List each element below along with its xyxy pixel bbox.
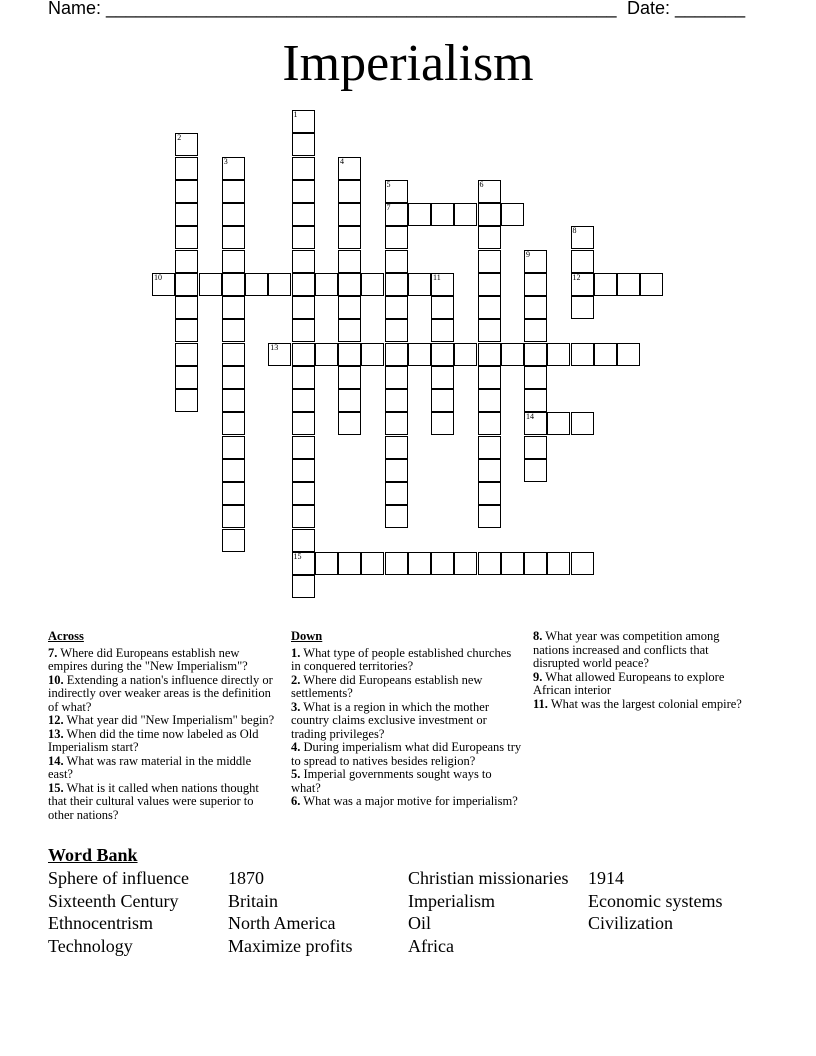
crossword-cell[interactable] bbox=[571, 273, 594, 296]
crossword-cell[interactable] bbox=[385, 482, 408, 505]
clue-across-15: 15. What is it called when nations thought that their cultural values were superior to other nations? bbox=[48, 780, 259, 822]
word-bank-item: Imperialism bbox=[408, 891, 495, 911]
crossword-cell[interactable] bbox=[175, 250, 198, 273]
crossword-cell[interactable] bbox=[478, 273, 501, 296]
crossword-cell[interactable] bbox=[292, 157, 315, 180]
crossword-cell[interactable] bbox=[524, 343, 547, 366]
crossword-cell[interactable] bbox=[222, 273, 245, 296]
crossword-cell[interactable] bbox=[175, 273, 198, 296]
crossword-cell[interactable] bbox=[385, 226, 408, 249]
crossword-cell[interactable] bbox=[547, 552, 570, 575]
word-bank-item: Technology bbox=[48, 936, 133, 956]
crossword-cell[interactable] bbox=[338, 343, 361, 366]
word-bank-item: Civilization bbox=[588, 913, 673, 933]
clue-number: 14 bbox=[526, 412, 534, 422]
crossword-cell[interactable] bbox=[408, 203, 431, 226]
clue-number: 5 bbox=[386, 179, 391, 189]
word-bank-item: Britain bbox=[228, 891, 278, 911]
clue-number: 2 bbox=[177, 133, 182, 143]
crossword-cell[interactable] bbox=[175, 157, 198, 180]
crossword-cell[interactable] bbox=[222, 319, 245, 342]
crossword-cell[interactable] bbox=[222, 412, 245, 435]
crossword-cell[interactable] bbox=[175, 366, 198, 389]
date-field[interactable]: Date: _______ bbox=[627, 0, 746, 18]
crossword-cell[interactable] bbox=[524, 250, 547, 273]
crossword-cell[interactable] bbox=[292, 180, 315, 203]
crossword-cell[interactable] bbox=[478, 482, 501, 505]
crossword-cell[interactable] bbox=[222, 459, 245, 482]
crossword-cell[interactable] bbox=[478, 319, 501, 342]
down-clues bbox=[291, 630, 523, 809]
clue-number: 10 bbox=[154, 272, 162, 282]
crossword-cell[interactable] bbox=[478, 436, 501, 459]
clue-down-5: 5. Imperial governments sought ways to what? bbox=[291, 767, 492, 795]
word-bank-item: Ethnocentrism bbox=[48, 913, 153, 933]
across-heading: Across bbox=[48, 629, 84, 643]
crossword-cell[interactable] bbox=[431, 366, 454, 389]
crossword-cell[interactable] bbox=[222, 505, 245, 528]
crossword-cell[interactable] bbox=[292, 203, 315, 226]
clue-down-2: 2. Where did Europeans establish new settlements? bbox=[291, 672, 483, 700]
crossword-cell[interactable] bbox=[175, 296, 198, 319]
crossword-cell[interactable] bbox=[222, 436, 245, 459]
crossword-cell[interactable] bbox=[338, 366, 361, 389]
crossword-cell[interactable] bbox=[315, 343, 338, 366]
crossword-cell[interactable] bbox=[478, 203, 501, 226]
crossword-cell[interactable] bbox=[478, 296, 501, 319]
word-bank-item: Sphere of influence bbox=[48, 868, 189, 888]
crossword-cell[interactable] bbox=[594, 273, 617, 296]
crossword-cell[interactable] bbox=[524, 436, 547, 459]
crossword-cell[interactable] bbox=[361, 343, 384, 366]
crossword-cell[interactable] bbox=[292, 273, 315, 296]
clue-down-8: 8. What year was competition among nations increased and conflicts that disrupted world peace? bbox=[533, 629, 720, 670]
crossword-cell[interactable] bbox=[408, 343, 431, 366]
crossword-cell[interactable] bbox=[617, 273, 640, 296]
crossword-cell[interactable] bbox=[338, 273, 361, 296]
crossword-cell[interactable] bbox=[454, 203, 477, 226]
crossword-cell[interactable] bbox=[175, 133, 198, 156]
crossword-cell[interactable] bbox=[361, 273, 384, 296]
crossword-cell[interactable] bbox=[338, 412, 361, 435]
clue-number: 8 bbox=[572, 226, 577, 236]
crossword-cell[interactable] bbox=[222, 343, 245, 366]
crossword-cell[interactable] bbox=[292, 296, 315, 319]
crossword-cell[interactable] bbox=[292, 459, 315, 482]
crossword-cell[interactable] bbox=[338, 296, 361, 319]
crossword-cell[interactable] bbox=[292, 389, 315, 412]
clue-number: 11 bbox=[433, 272, 441, 282]
crossword-cell[interactable] bbox=[385, 459, 408, 482]
crossword-cell[interactable] bbox=[338, 180, 361, 203]
crossword-cell[interactable] bbox=[478, 366, 501, 389]
crossword-cell[interactable] bbox=[385, 412, 408, 435]
crossword-cell[interactable] bbox=[385, 343, 408, 366]
word-bank-item: North America bbox=[228, 913, 336, 933]
crossword-cell[interactable] bbox=[431, 296, 454, 319]
crossword-cell[interactable] bbox=[501, 552, 524, 575]
crossword-cell[interactable] bbox=[245, 273, 268, 296]
crossword-cell[interactable] bbox=[501, 203, 524, 226]
crossword-cell[interactable] bbox=[292, 343, 315, 366]
crossword-cell[interactable] bbox=[385, 180, 408, 203]
crossword-cell[interactable] bbox=[152, 273, 175, 296]
crossword-cell[interactable] bbox=[478, 505, 501, 528]
crossword-cell[interactable] bbox=[431, 412, 454, 435]
clue-across-10: 10. Extending a nation's influence directly or indirectly over weaker areas is the definition of what? bbox=[48, 672, 273, 714]
crossword-cell[interactable] bbox=[431, 552, 454, 575]
crossword-cell[interactable] bbox=[292, 250, 315, 273]
word-bank-item: Maximize profits bbox=[228, 936, 353, 956]
crossword-cell[interactable] bbox=[640, 273, 663, 296]
crossword-cell[interactable] bbox=[292, 133, 315, 156]
crossword-cell[interactable] bbox=[385, 273, 408, 296]
crossword-cell[interactable] bbox=[524, 366, 547, 389]
crossword-cell[interactable] bbox=[571, 412, 594, 435]
crossword-cell[interactable] bbox=[524, 412, 547, 435]
crossword-cell[interactable] bbox=[385, 296, 408, 319]
word-bank-item: Christian missionaries bbox=[408, 868, 569, 888]
down-clues-continued bbox=[533, 630, 743, 711]
clue-across-13: 13. When did the time now labeled as Old Imperialism start? bbox=[48, 726, 259, 754]
crossword-cell[interactable] bbox=[385, 552, 408, 575]
crossword-cell[interactable] bbox=[338, 552, 361, 575]
word-bank-item: 1914 bbox=[588, 868, 624, 888]
crossword-cell[interactable] bbox=[385, 319, 408, 342]
crossword-cell[interactable] bbox=[338, 157, 361, 180]
crossword-cell[interactable] bbox=[338, 226, 361, 249]
clue-number: 12 bbox=[572, 272, 581, 282]
word-bank-item: Economic systems bbox=[588, 891, 723, 911]
clue-number: 13 bbox=[270, 342, 279, 352]
name-field[interactable]: Name: ___________________________________________________ bbox=[48, 0, 617, 18]
crossword-cell[interactable] bbox=[594, 343, 617, 366]
crossword-cell[interactable] bbox=[385, 250, 408, 273]
crossword-cell[interactable] bbox=[292, 366, 315, 389]
clue-number: 9 bbox=[526, 249, 530, 259]
crossword-cell[interactable] bbox=[571, 296, 594, 319]
crossword-cell[interactable] bbox=[524, 552, 547, 575]
crossword-cell[interactable] bbox=[222, 180, 245, 203]
crossword-cell[interactable] bbox=[478, 389, 501, 412]
crossword-cell[interactable] bbox=[222, 366, 245, 389]
crossword-cell[interactable] bbox=[478, 343, 501, 366]
word-bank-item: Africa bbox=[408, 936, 454, 956]
crossword-cell[interactable] bbox=[385, 203, 408, 226]
crossword-cell[interactable] bbox=[431, 319, 454, 342]
crossword-cell[interactable] bbox=[222, 226, 245, 249]
crossword-cell[interactable] bbox=[175, 203, 198, 226]
crossword-cell[interactable] bbox=[199, 273, 222, 296]
crossword-cell[interactable] bbox=[408, 552, 431, 575]
crossword-cell[interactable] bbox=[524, 296, 547, 319]
clue-number: 15 bbox=[293, 551, 302, 561]
clue-number: 4 bbox=[340, 156, 344, 166]
crossword-cell[interactable] bbox=[408, 273, 431, 296]
clue-number: 6 bbox=[479, 179, 484, 189]
clue-across-12: 12. What year did "New Imperialism" begin? bbox=[48, 713, 275, 727]
clue-number: 7 bbox=[386, 203, 391, 212]
crossword-cell[interactable] bbox=[385, 366, 408, 389]
crossword-cell[interactable] bbox=[292, 412, 315, 435]
crossword-cell[interactable] bbox=[385, 436, 408, 459]
clue-down-6: 6. What was a major motive for imperialism? bbox=[291, 794, 518, 808]
crossword-cell[interactable] bbox=[292, 319, 315, 342]
clue-across-14: 14. What was raw material in the middle east? bbox=[48, 753, 252, 781]
crossword-cell[interactable] bbox=[431, 389, 454, 412]
crossword-cell[interactable] bbox=[524, 273, 547, 296]
clue-number: 1 bbox=[293, 110, 298, 119]
word-bank-item: Sixteenth Century bbox=[48, 891, 179, 911]
crossword-cell[interactable] bbox=[222, 296, 245, 319]
crossword-cell[interactable] bbox=[175, 180, 198, 203]
crossword-cell[interactable] bbox=[338, 250, 361, 273]
crossword-cell[interactable] bbox=[385, 389, 408, 412]
crossword-cell[interactable] bbox=[431, 203, 454, 226]
crossword-cell[interactable] bbox=[222, 389, 245, 412]
crossword-cell[interactable] bbox=[478, 552, 501, 575]
crossword-cell[interactable] bbox=[478, 226, 501, 249]
crossword-cell[interactable] bbox=[454, 343, 477, 366]
crossword-cell[interactable] bbox=[571, 552, 594, 575]
crossword-cell[interactable] bbox=[292, 529, 315, 552]
crossword-cell[interactable] bbox=[617, 343, 640, 366]
clue-down-11: 11. What was the largest colonial empire? bbox=[533, 696, 742, 711]
crossword-cell[interactable] bbox=[571, 226, 594, 249]
crossword-cell[interactable] bbox=[524, 319, 547, 342]
crossword-cell[interactable] bbox=[524, 459, 547, 482]
clue-number: 3 bbox=[223, 156, 228, 166]
crossword-cell[interactable] bbox=[338, 319, 361, 342]
down-heading: Down bbox=[291, 629, 323, 643]
crossword-cell[interactable] bbox=[431, 343, 454, 366]
crossword-cell[interactable] bbox=[268, 273, 291, 296]
crossword-cell[interactable] bbox=[361, 552, 384, 575]
crossword-cell[interactable] bbox=[292, 436, 315, 459]
crossword-cell[interactable] bbox=[175, 343, 198, 366]
across-clues bbox=[48, 630, 278, 822]
crossword-cell[interactable] bbox=[292, 575, 315, 598]
crossword-cell[interactable] bbox=[222, 203, 245, 226]
crossword-cell[interactable] bbox=[292, 505, 315, 528]
clue-across-7: 7. Where did Europeans establish new empires during the "New Imperialism"? bbox=[48, 645, 248, 673]
crossword-cell[interactable] bbox=[175, 319, 198, 342]
word-bank-item: Oil bbox=[408, 913, 432, 933]
crossword-cell[interactable] bbox=[222, 529, 245, 552]
crossword-cell[interactable] bbox=[454, 552, 477, 575]
crossword-cell[interactable] bbox=[175, 389, 198, 412]
crossword-cell[interactable] bbox=[222, 157, 245, 180]
crossword-cell[interactable] bbox=[547, 412, 570, 435]
crossword-cell[interactable] bbox=[431, 273, 454, 296]
crossword-cell[interactable] bbox=[385, 505, 408, 528]
crossword-cell[interactable] bbox=[571, 250, 594, 273]
clue-down-9: 9. What allowed Europeans to explore African interior bbox=[533, 669, 725, 697]
crossword-cell[interactable] bbox=[292, 482, 315, 505]
crossword-cell[interactable] bbox=[222, 250, 245, 273]
crossword-cell[interactable] bbox=[292, 226, 315, 249]
crossword-cell[interactable] bbox=[478, 250, 501, 273]
crossword-cell[interactable] bbox=[268, 343, 291, 366]
crossword-cell[interactable] bbox=[501, 343, 524, 366]
clue-down-1: 1. What type of people established churches in conquered territories? bbox=[291, 645, 512, 673]
crossword-cell[interactable] bbox=[478, 412, 501, 435]
word-bank-item: 1870 bbox=[228, 868, 264, 888]
crossword-cell[interactable] bbox=[338, 389, 361, 412]
crossword-cell[interactable] bbox=[222, 482, 245, 505]
crossword-cell[interactable] bbox=[478, 459, 501, 482]
crossword-cell[interactable] bbox=[338, 203, 361, 226]
crossword-cell[interactable] bbox=[292, 110, 315, 133]
crossword-cell[interactable] bbox=[547, 343, 570, 366]
crossword-cell[interactable] bbox=[524, 389, 547, 412]
crossword-cell[interactable] bbox=[571, 343, 594, 366]
crossword-cell[interactable] bbox=[315, 273, 338, 296]
crossword-cell[interactable] bbox=[292, 552, 315, 575]
clue-down-4: 4. During imperialism what did Europeans try to spread to natives besides religion? bbox=[291, 740, 522, 768]
crossword-cell[interactable] bbox=[175, 226, 198, 249]
clue-down-3: 3. What is a region in which the mother country claims exclusive investment or trading privileges? bbox=[291, 699, 489, 741]
page-title: Imperialism bbox=[282, 35, 534, 92]
crossword-cell[interactable] bbox=[478, 180, 501, 203]
crossword-cell[interactable] bbox=[315, 552, 338, 575]
word-bank-title: Word Bank bbox=[48, 845, 138, 865]
